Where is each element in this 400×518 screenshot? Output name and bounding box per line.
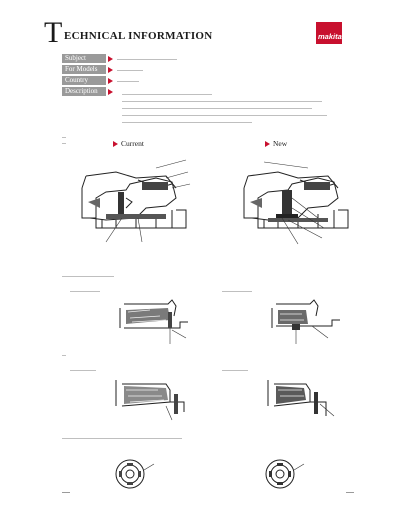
sub-caption-line bbox=[222, 370, 248, 371]
step-caption-line bbox=[62, 276, 114, 277]
sub-caption-line bbox=[70, 370, 96, 371]
new-seal-detail-drawing bbox=[262, 298, 342, 346]
sub-caption-line bbox=[222, 291, 252, 292]
subject-label: Subject bbox=[62, 54, 106, 63]
current-section-label: Current bbox=[113, 139, 144, 148]
current-arrow-icon bbox=[113, 141, 118, 147]
description-label: Description bbox=[62, 87, 106, 96]
step-caption-line bbox=[62, 355, 66, 356]
title-text: ECHNICAL INFORMATION bbox=[64, 30, 213, 42]
current-washer-drawing bbox=[110, 454, 170, 494]
description-text-line bbox=[122, 122, 252, 123]
new-arrow-icon bbox=[265, 141, 270, 147]
margin-mark bbox=[62, 137, 66, 138]
step-caption-line bbox=[62, 438, 182, 439]
current-assembly-drawing bbox=[76, 158, 206, 248]
description-text-line bbox=[122, 94, 212, 95]
description-text-line bbox=[122, 108, 312, 109]
page-footer-mark bbox=[62, 492, 70, 493]
subject-arrow-icon bbox=[108, 56, 113, 62]
title-initial: T bbox=[44, 16, 63, 49]
subject-text-line bbox=[117, 59, 177, 60]
new-washer-drawing bbox=[260, 454, 320, 494]
country-text-line bbox=[117, 81, 139, 82]
current-ring-detail-drawing bbox=[110, 376, 190, 422]
for-models-arrow-icon bbox=[108, 67, 113, 73]
description-text-line bbox=[122, 101, 322, 102]
page-footer-mark bbox=[346, 492, 354, 493]
country-label: Country bbox=[62, 76, 106, 85]
new-ring-detail-drawing bbox=[262, 376, 342, 422]
current-seal-detail-drawing bbox=[110, 298, 190, 346]
new-section-label: New bbox=[265, 139, 287, 148]
models-text-line bbox=[117, 70, 143, 71]
logo-text: makita bbox=[318, 32, 342, 41]
description-text-line bbox=[122, 115, 327, 116]
country-arrow-icon bbox=[108, 78, 113, 84]
margin-mark bbox=[62, 143, 66, 144]
for-models-label: For Models bbox=[62, 65, 106, 74]
new-assembly-drawing bbox=[238, 158, 368, 248]
description-arrow-icon bbox=[108, 89, 113, 95]
sub-caption-line bbox=[70, 291, 100, 292]
